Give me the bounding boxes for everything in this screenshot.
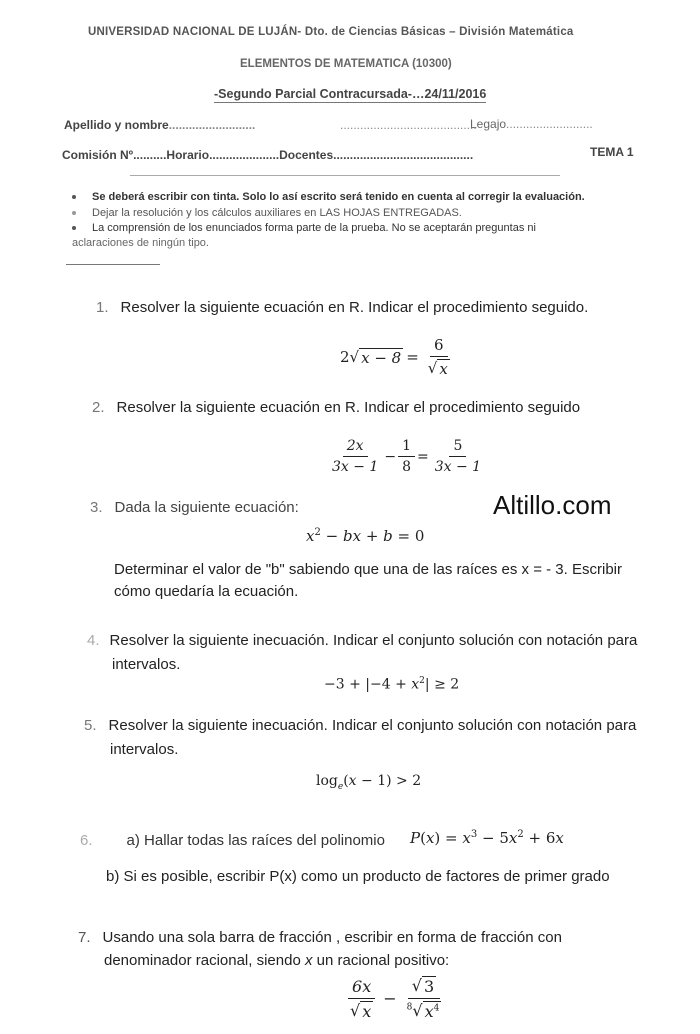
instruction-4: aclaraciones de ningún tipo.	[72, 237, 209, 249]
legajo-field	[470, 117, 593, 131]
question-7-variable: x	[304, 952, 313, 969]
instruction-1	[72, 191, 585, 203]
question-2	[92, 399, 580, 416]
question-6	[80, 832, 385, 849]
comision-field	[62, 148, 473, 162]
instruction-underline	[66, 264, 160, 265]
question-2-text: Resolver la siguiente ecuación en R. Indicar el procedimiento seguido	[116, 399, 581, 416]
legajo-dots: ..........................	[506, 117, 593, 131]
equation-1: 2 √ x − 8 = 6 √ x	[340, 336, 448, 378]
question-3	[90, 499, 299, 516]
question-1	[96, 299, 588, 316]
instruction-1-text: Se deberá escribir con tinta. Solo lo así escrito será tenido en cuenta al corregir la evaluación.	[92, 191, 585, 203]
question-7-text-1: Usando una sola barra de fracción , escribir en forma de fracción con	[102, 929, 562, 946]
bullet-icon	[72, 195, 76, 199]
question-4-text-1: Resolver la siguiente inecuación. Indicar el conjunto solución con notación para	[109, 632, 638, 649]
docentes-dots: ..........................................	[333, 148, 474, 162]
question-1-number: 1.	[96, 299, 109, 316]
expression-7: 6x √ x − √ 3 $^8$ √ $x^4$	[350, 976, 440, 1021]
question-6-number: 6.	[80, 832, 93, 849]
comision-dots: ..........	[133, 148, 167, 162]
bullet-icon	[72, 226, 76, 230]
watermark-brand: Altillo.com	[493, 490, 612, 520]
apellido-dots: ..........................	[168, 118, 256, 132]
question-3-instruction-2: cómo quedaría la ecuación.	[114, 583, 299, 600]
question-2-number: 2.	[92, 399, 105, 416]
polynomial-6: $P(x) = x^3 - 5x^2 + 6x$	[410, 829, 564, 847]
separator-line	[130, 175, 560, 176]
instruction-2-text: Dejar la resolución y los cálculos auxiliares en LAS HOJAS ENTREGADAS.	[92, 207, 462, 219]
question-7-number: 7.	[78, 929, 91, 946]
question-6-part-b: b) Si es posible, escribir P(x) como un producto de factores de primer grado	[106, 868, 610, 885]
question-5	[84, 717, 636, 734]
question-7-text-2-suffix: un racional positivo:	[316, 952, 450, 969]
question-5-text-2: intervalos.	[110, 741, 179, 758]
question-6-part-a: a) Hallar todas las raíces del polinomio	[126, 832, 385, 849]
comision-label: Comisión Nº	[62, 148, 134, 162]
apellido-field	[64, 118, 255, 132]
question-4	[87, 632, 637, 649]
horario-dots: .....................	[209, 148, 280, 162]
bullet-icon	[72, 211, 76, 215]
question-4-number: 4.	[87, 632, 100, 649]
docentes-label: Docentes	[279, 148, 334, 162]
exam-title	[214, 87, 486, 103]
question-3-text: Dada la siguiente ecuación:	[114, 499, 299, 516]
equation-2: $\frac{2x}{3x - 1}$ − $\frac{1}{8}$ = $\frac{5}{3x - 1}$	[332, 438, 482, 475]
inequality-4: $-3 + |-4 + x^2| \ge 2$	[324, 676, 460, 693]
course-title: ELEMENTOS DE MATEMATICA (10300)	[240, 58, 452, 70]
mid-dots: .........................................	[340, 118, 477, 132]
question-3-instruction-1: Determinar el valor de "b" sabiendo que una de las raíces es x = - 3. Escribir	[114, 561, 622, 578]
university-header: UNIVERSIDAD NACIONAL DE LUJÁN- Dto. de Ciencias Básicas – División Matemática	[88, 26, 574, 38]
exam-title-text: -Segundo Parcial Contracursada-…24/11/2016	[214, 87, 487, 101]
question-5-number: 5.	[84, 717, 97, 734]
tema-label: TEMA 1	[590, 145, 634, 159]
question-3-number: 3.	[90, 499, 103, 516]
instruction-2	[72, 207, 462, 219]
question-7-text-2-prefix: denominador racional, siendo	[104, 952, 301, 969]
horario-label: Horario	[166, 148, 210, 162]
equation-3: $x^2$ − bx + b = 0	[306, 527, 425, 545]
question-4-text-2: intervalos.	[112, 656, 181, 673]
legajo-label: Legajo	[470, 117, 507, 131]
question-1-text: Resolver la siguiente ecuación en R. Indicar el procedimiento seguido.	[120, 299, 589, 316]
question-7-text-2	[104, 952, 449, 969]
instruction-3	[72, 222, 536, 234]
apellido-label: Apellido y nombre	[64, 118, 169, 132]
instruction-3-text: La comprensión de los enunciados forma parte de la prueba. No se aceptarán preguntas ni	[92, 222, 536, 234]
inequality-5: $\log_e(x - 1) > 2$	[316, 773, 422, 792]
question-7	[78, 929, 562, 946]
question-5-text-1: Resolver la siguiente inecuación. Indicar el conjunto solución con notación para	[108, 717, 637, 734]
